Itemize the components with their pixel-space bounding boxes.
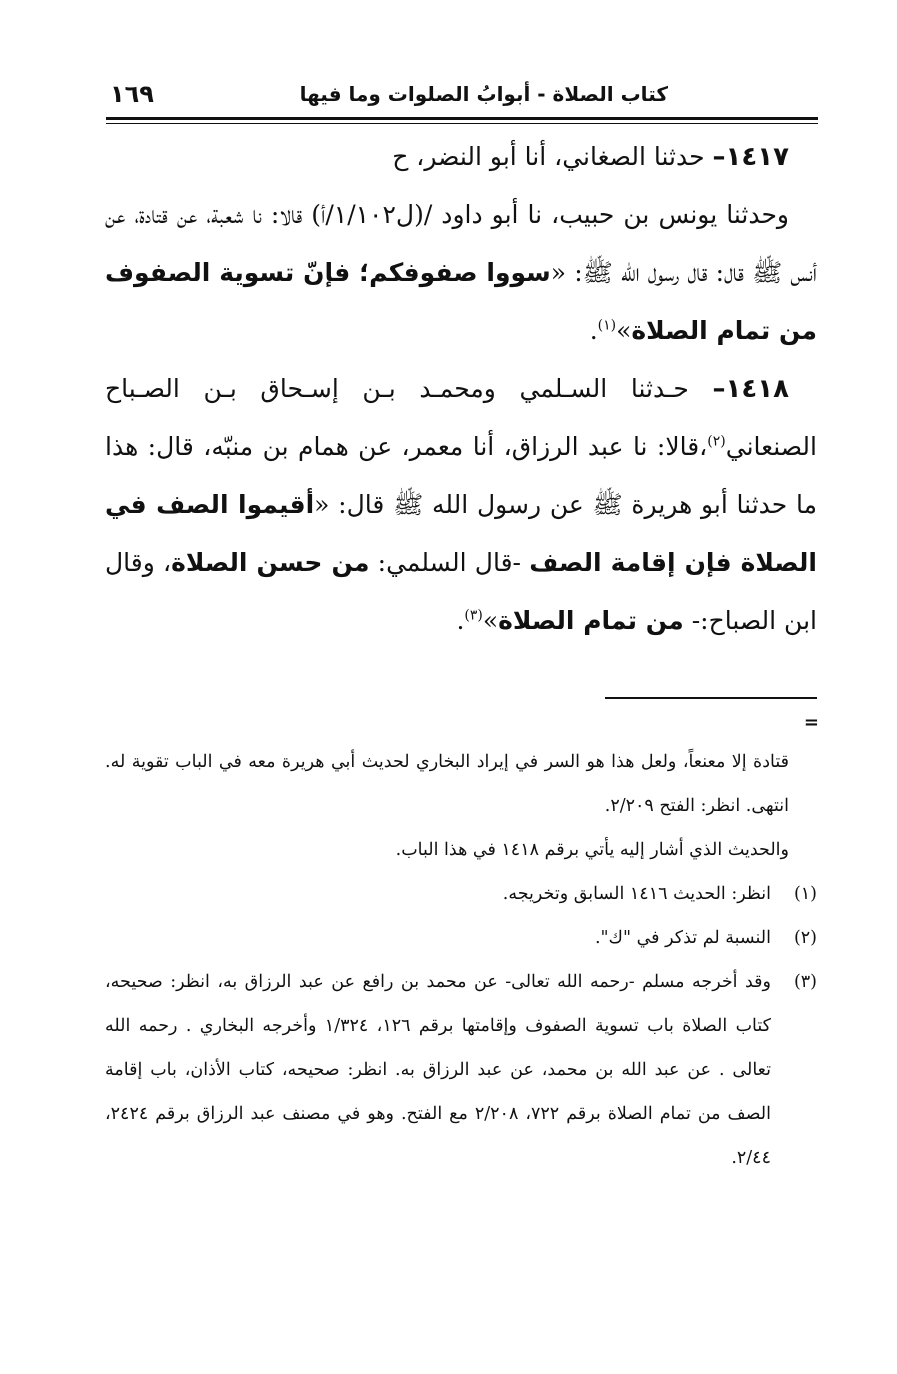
footnote-ref[interactable]: (١) bbox=[597, 317, 617, 334]
hadith-matn: من حسن الصلاة bbox=[171, 548, 370, 577]
hadith-number: ١٤١٨– bbox=[712, 374, 789, 404]
page-number: ١٦٩ bbox=[110, 80, 154, 108]
footnote-item bbox=[105, 872, 817, 916]
footnote-ref[interactable]: (٢) bbox=[707, 433, 726, 450]
footnote-text: النسبة لم تذكر في "ك". bbox=[594, 928, 771, 948]
hadith-1417 bbox=[105, 128, 817, 186]
period: . bbox=[456, 606, 465, 635]
hadith-text: حدثنا الصغاني، أنا أبو النضر، ح bbox=[392, 142, 713, 171]
footnote-continuation: والحديث الذي أشار إليه يأتي برقم ١٤١٨ في هذا الباب. bbox=[395, 840, 789, 860]
main-text bbox=[105, 128, 817, 650]
hadith-1417-body bbox=[105, 186, 817, 360]
footnote-text: انظر: الحديث ١٤١٦ السابق وتخريجه. bbox=[502, 884, 771, 904]
footnote-ref[interactable]: (٣) bbox=[464, 607, 483, 624]
footnote-continuation: قتادة إلا معنعاً، ولعل هذا هو السر في إيراد البخاري لحديث أبي هريرة معه في الباب تقوية له. انتهى. انظر: الفتح ٢/٢٠٩. bbox=[105, 752, 789, 816]
hadith-text: -قال السلمي: bbox=[369, 548, 530, 577]
hadith-number: ١٤١٧– bbox=[712, 142, 789, 172]
hadith-text: ، وقال ابن الصباح:- bbox=[105, 548, 817, 635]
period: . bbox=[589, 316, 598, 345]
footnote-separator bbox=[605, 697, 817, 699]
footnote-label: (٣) bbox=[793, 972, 817, 992]
hadith-text: ،قالا: نا عبد الرزاق، أنا معمر، عن همام بن منبّه، قال: هذا ما حدثنا أبو هريرة ﷺ عن رسول الله ﷺ قال: « bbox=[105, 432, 817, 519]
footnote-item bbox=[105, 916, 817, 960]
footnote-item bbox=[105, 960, 817, 1180]
header-title: كتاب الصلاة - أبوابُ الصلوات وما فيها bbox=[299, 82, 668, 106]
hadith-matn: سووا صفوفكم؛ فإنّ تسوية الصفوف من تمام الصلاة bbox=[105, 258, 817, 345]
hadith-1418 bbox=[105, 360, 817, 650]
footnote-continuation-mark: = bbox=[803, 712, 819, 733]
quote-close: » bbox=[482, 606, 499, 635]
footnote-text: وقد أخرجه مسلم -رحمه الله تعالى- عن محمد بن رافع عن عبد الرزاق به، انظر: صحيحه، كتاب الصلاة باب تسوية الصفوف وإقامتها برقم ١٢٦، ١/٣٢٤ وأخرجه البخاري . رحمه الله تعالى . عن عبد الله بن محمد، عن عبد الرزاق به. انظر: صحيحه، كتاب الأذان، باب إقامة الصف من تمام الصلاة برقم ٧٢٢، ٢/٢٠٨ مع الفتح. وهو في مصنف عبد الرزاق برقم ٢٤٢٤، ٢/٤٤. bbox=[105, 972, 772, 1168]
footnote-label: (١) bbox=[793, 884, 817, 904]
hadith-matn: أقيموا الصف في الصلاة فإن إقامة الصف bbox=[105, 490, 818, 577]
running-header bbox=[106, 80, 818, 120]
hadith-text: وحدثنا يونس بن حبيب، نا أبو داود /(ل١/١٠٢/أ) قالا: نا شعبة، عن قتادة، عن أنس ﷺ قال: قال رسول الله ﷺ: « bbox=[105, 200, 817, 287]
footnotes bbox=[105, 740, 817, 1180]
hadith-matn: من تمام الصلاة bbox=[498, 606, 684, 635]
quote-close: » bbox=[616, 316, 632, 345]
footnote-label: (٢) bbox=[793, 928, 817, 948]
hadith-text: حـدثنا السـلمي ومحمـد بـن إسـحاق بـن الصـباح الصنعاني bbox=[105, 374, 817, 461]
